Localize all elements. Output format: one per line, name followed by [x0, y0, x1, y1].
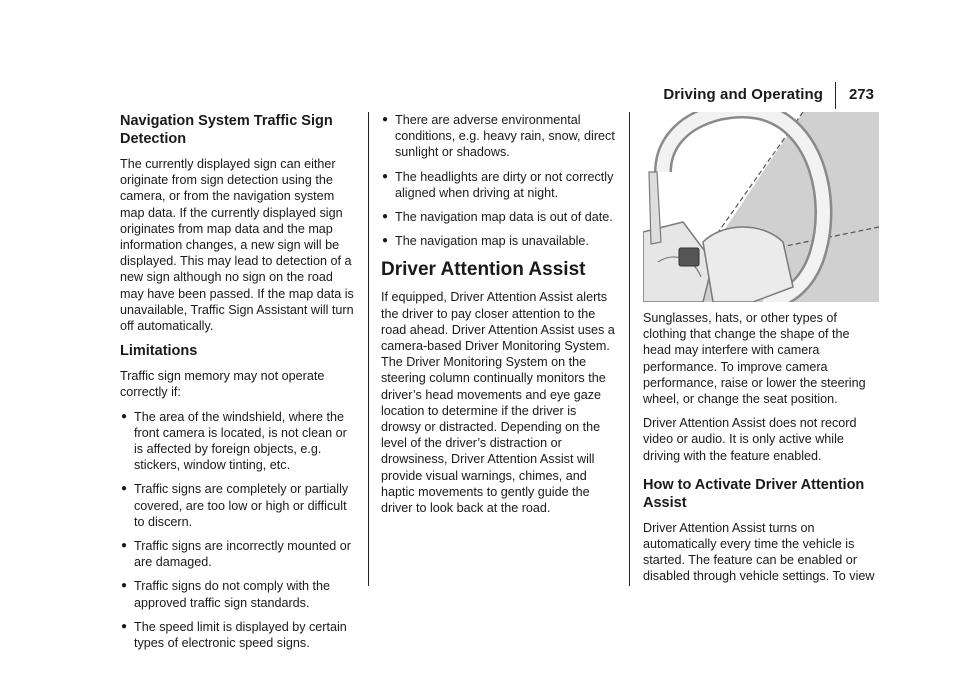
bullet-icon: ●	[121, 410, 128, 422]
list-item-text: Traffic signs do not comply with the approved traffic sign standards.	[134, 579, 330, 610]
steering-wheel-hub	[703, 227, 793, 302]
column-divider-1	[368, 112, 369, 586]
bullet-icon: ●	[121, 540, 128, 552]
steering-wheel-svg	[643, 112, 879, 302]
column-divider-2	[629, 112, 630, 586]
control-stalk	[649, 172, 661, 244]
list-item-text: Traffic signs are incorrectly mounted or are damaged.	[134, 539, 351, 570]
column-1	[120, 112, 356, 659]
paragraph-no-recording: Driver Attention Assist does not record video or audio. It is only active while driving with the feature enabled.	[643, 416, 857, 463]
bullet-icon: ●	[382, 211, 389, 223]
conditions-list	[381, 112, 617, 249]
header-divider	[835, 82, 836, 109]
driver-monitoring-camera	[679, 248, 699, 266]
paragraph-driver-attention-assist: If equipped, Driver Attention Assist alerts the driver to pay closer attention to the road ahead. Driver Attention Assist uses a camera-based Driver Monitoring System. The Driver Monitoring System on the steering column continually monitors the driver’s head movements and eye gaze location to determine if the driver is drowsy or distracted. Depending on the level of the driver’s distraction or drowsiness, Driver Attention Assist will provide visual warnings, chimes, and haptic movements to gently guide the driver to look back at the road.	[381, 290, 615, 516]
list-item-text: The navigation map data is out of date.	[395, 210, 613, 225]
list-item-text: Traffic signs are completely or partially covered, are too low or high or difficult to discern.	[134, 482, 349, 529]
column-2	[381, 112, 617, 524]
bullet-icon: ●	[121, 580, 128, 592]
column-3	[643, 112, 879, 593]
list-item-text: The area of the windshield, where the front camera is located, is not clean or is affected by foreign objects, e.g. stickers, window tinting, etc.	[134, 409, 347, 473]
section-heading-driver-attention-assist: Driver Attention Assist	[381, 259, 586, 281]
list-item	[381, 233, 617, 249]
section-title: Driving and Operating	[663, 86, 823, 103]
bullet-icon: ●	[382, 235, 389, 247]
page-header	[0, 82, 960, 110]
list-item-text: The navigation map is unavailable.	[395, 234, 589, 249]
paragraph-camera-performance: Sunglasses, hats, or other types of clothing that change the shape of the head may interfere with camera performance. To improve camera performance, raise or lower the steering wheel, or change the seat position.	[643, 311, 866, 407]
paragraph-limitations-intro: Traffic sign memory may not operate correctly if:	[120, 369, 325, 400]
bullet-icon: ●	[382, 170, 389, 182]
section-heading-limitations: Limitations	[120, 343, 198, 360]
list-item	[120, 578, 356, 610]
bullet-icon: ●	[121, 483, 128, 495]
section-heading-activate: How to Activate Driver Attention Assist	[643, 476, 865, 511]
section-heading-traffic-sign-detection: Navigation System Traffic Sign Detection	[120, 113, 333, 147]
steering-wheel-camera-illustration-icon	[643, 112, 879, 302]
list-item	[120, 538, 356, 570]
list-item	[120, 619, 356, 651]
list-item	[120, 481, 356, 530]
bullet-icon: ●	[382, 114, 389, 125]
list-item-text: The headlights are dirty or not correctly aligned when driving at night.	[395, 169, 614, 200]
list-item	[381, 112, 617, 161]
bullet-icon: ●	[121, 620, 128, 632]
list-item	[381, 209, 617, 225]
paragraph-activate: Driver Attention Assist turns on automatically every time the vehicle is started. The feature can be enabled or disabled through vehicle settings. To view	[643, 520, 875, 584]
list-item	[120, 409, 356, 474]
page-number: 273	[848, 86, 874, 103]
paragraph-traffic-sign-detection: The currently displayed sign can either originate from sign detection using the camera, or from the navigation system map data. If the currently displayed sign originates from map data and the map information changes, a new sign will be displayed. This may lead to detection of a new sign although no sign on the road may have been passed. If the map data is unavailable, Traffic Sign Assistant will turn off automatically.	[120, 157, 354, 334]
limitations-list	[120, 409, 356, 652]
list-item-text: There are adverse environmental conditions, e.g. heavy rain, snow, direct sunlight or shadows.	[395, 113, 615, 160]
list-item	[381, 169, 617, 201]
list-item-text: The speed limit is displayed by certain types of electronic speed signs.	[134, 619, 347, 651]
